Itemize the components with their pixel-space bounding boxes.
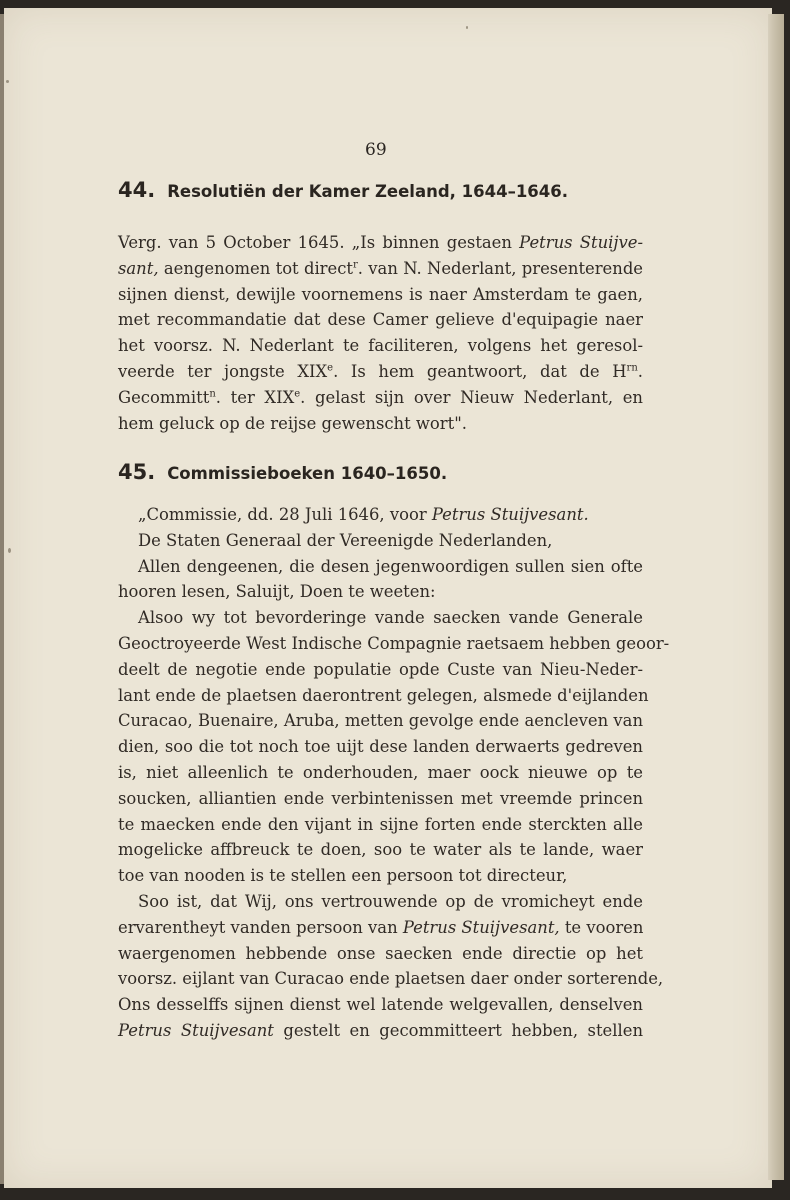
section-45-heading	[118, 460, 447, 484]
text-line	[118, 760, 643, 786]
superscript: n	[209, 388, 216, 400]
text-segment: te vooren	[559, 917, 644, 937]
superscript: r	[353, 259, 358, 271]
text-line	[118, 786, 643, 812]
text-line	[118, 282, 643, 308]
text-line	[118, 631, 670, 657]
text-line	[118, 256, 643, 282]
section-45-number: 45.	[118, 460, 156, 484]
text-line	[118, 837, 643, 863]
italic-name: Petrus Stuijvesant,	[402, 917, 560, 937]
section-44-heading	[118, 178, 568, 202]
text-line	[118, 230, 643, 256]
page-edge	[768, 14, 784, 1180]
text-line	[118, 683, 649, 709]
text-segment: is, niet alleenlich te onderhouden, maer oock nieuwe op te	[118, 762, 643, 782]
text-segment: te maecken ende den vijant in sijne forten ende sterckten alle	[118, 814, 643, 834]
text-segment: Ons desselffs sijnen dienst wel latende welgevallen, denselven	[118, 995, 643, 1015]
text-line	[118, 528, 643, 554]
section-44-body	[118, 230, 643, 436]
text-line	[118, 502, 643, 528]
superscript: rn	[626, 362, 638, 374]
italic-name: Petrus Stuijvesant	[118, 1020, 274, 1040]
text-segment: hooren lesen, Saluijt, Doen te weeten:	[118, 582, 436, 602]
superscript: e	[294, 388, 301, 400]
text-segment: Curacao, Buenaire, Aruba, metten gevolge ende aencleven van	[118, 711, 643, 731]
text-line	[118, 734, 643, 760]
paper-speck	[466, 26, 468, 29]
text-segment: „Commissie, dd. 28 Juli 1646, voor	[138, 505, 432, 524]
text-segment: lant ende de plaetsen daerontrent gelegen, alsmede d'eijlanden	[118, 685, 649, 705]
text-segment: Gecommitt	[118, 387, 210, 407]
text-segment: . gelast sijn over Nieuw Nederlant, en	[300, 387, 643, 407]
text-line	[118, 941, 643, 967]
text-line	[118, 992, 643, 1018]
text-line	[118, 812, 643, 838]
text-segment: hem geluck op de reijse gewenscht wort".	[118, 413, 467, 433]
text-segment: . van N. Nederlant, presenterende	[357, 258, 644, 278]
text-segment: gestelt en gecommitteert hebben, stellen	[273, 1020, 643, 1040]
text-segment: Verg. van 5 October 1645. „Is binnen gestaen	[118, 233, 520, 252]
text-line	[118, 579, 643, 605]
text-line	[118, 966, 664, 992]
paper-speck	[6, 80, 9, 83]
text-line	[118, 657, 643, 683]
text-segment: het voorsz. N. Nederlant te faciliteren, volgens het geresol-	[118, 336, 643, 356]
section-44-number: 44.	[118, 178, 156, 202]
text-segment: waergenomen hebbende onse saecken ende directie op het	[118, 943, 643, 963]
text-segment: Soo ist, dat Wij, ons vertrouwende op de vromicheyt ende	[138, 891, 643, 911]
text-segment: Alsoo wy tot bevorderinge vande saecken vande Generale	[138, 608, 643, 628]
text-line	[118, 385, 643, 411]
section-45-body	[118, 502, 670, 1044]
text-segment: aengenomen tot direct	[158, 258, 353, 278]
text-segment: voorsz. eijlant van Curacao ende plaetsen daer onder sorterende,	[118, 969, 664, 989]
text-segment: De Staten Generaal der Vereenigde Nederlanden,	[138, 530, 553, 550]
text-segment: mogelicke affbreuck te doen, soo te water als te lande, waer	[118, 840, 643, 860]
section-44-title: Resolutiën der Kamer Zeeland, 1644–1646.	[167, 182, 569, 201]
paper-speck	[8, 548, 11, 553]
italic-name: Petrus Stuijve-	[519, 233, 643, 252]
text-line	[118, 889, 643, 915]
text-line	[118, 307, 643, 333]
text-segment: Allen dengeenen, die desen jegenwoordigen sullen sien ofte	[138, 556, 643, 576]
text-segment: Geoctroyeerde West Indische Compagnie raetsaem hebben geoor-	[118, 633, 670, 653]
text-segment: .	[637, 361, 643, 381]
text-segment: dien, soo die tot noch toe uijt dese landen derwaerts gedreven	[118, 737, 643, 757]
text-segment: met recommandatie dat dese Camer gelieve d'equipagie naer	[118, 310, 643, 330]
text-line	[118, 554, 643, 580]
text-segment: sijnen dienst, dewijle voornemens is naer Amsterdam te gaen,	[118, 284, 643, 304]
section-45-title: Commissieboeken 1640–1650.	[167, 464, 448, 483]
text-line	[118, 359, 643, 385]
text-segment: deelt de negotie ende populatie opde Custe van Nieu-Neder-	[118, 659, 643, 679]
page-number: 69	[365, 140, 387, 160]
text-segment: . ter XIX	[215, 387, 295, 407]
text-line	[118, 915, 643, 941]
italic-name: Petrus Stuijvesant.	[431, 505, 589, 524]
text-segment: toe van nooden is te stellen een persoon tot directeur,	[118, 866, 568, 886]
text-segment: soucken, alliantien ende verbintenissen met vreemde princen	[118, 788, 643, 808]
text-line	[118, 333, 643, 359]
text-line	[118, 411, 643, 437]
text-segment: ervarentheyt vanden persoon van	[118, 917, 403, 937]
text-line	[118, 605, 643, 631]
superscript: e	[327, 362, 334, 374]
text-line	[118, 1018, 643, 1044]
text-line	[118, 863, 643, 889]
text-segment: veerde ter jongste XIX	[118, 361, 328, 381]
text-line	[118, 708, 643, 734]
text-segment: . Is hem geantwoort, dat de H	[333, 361, 627, 381]
italic-name: sant,	[118, 258, 159, 278]
